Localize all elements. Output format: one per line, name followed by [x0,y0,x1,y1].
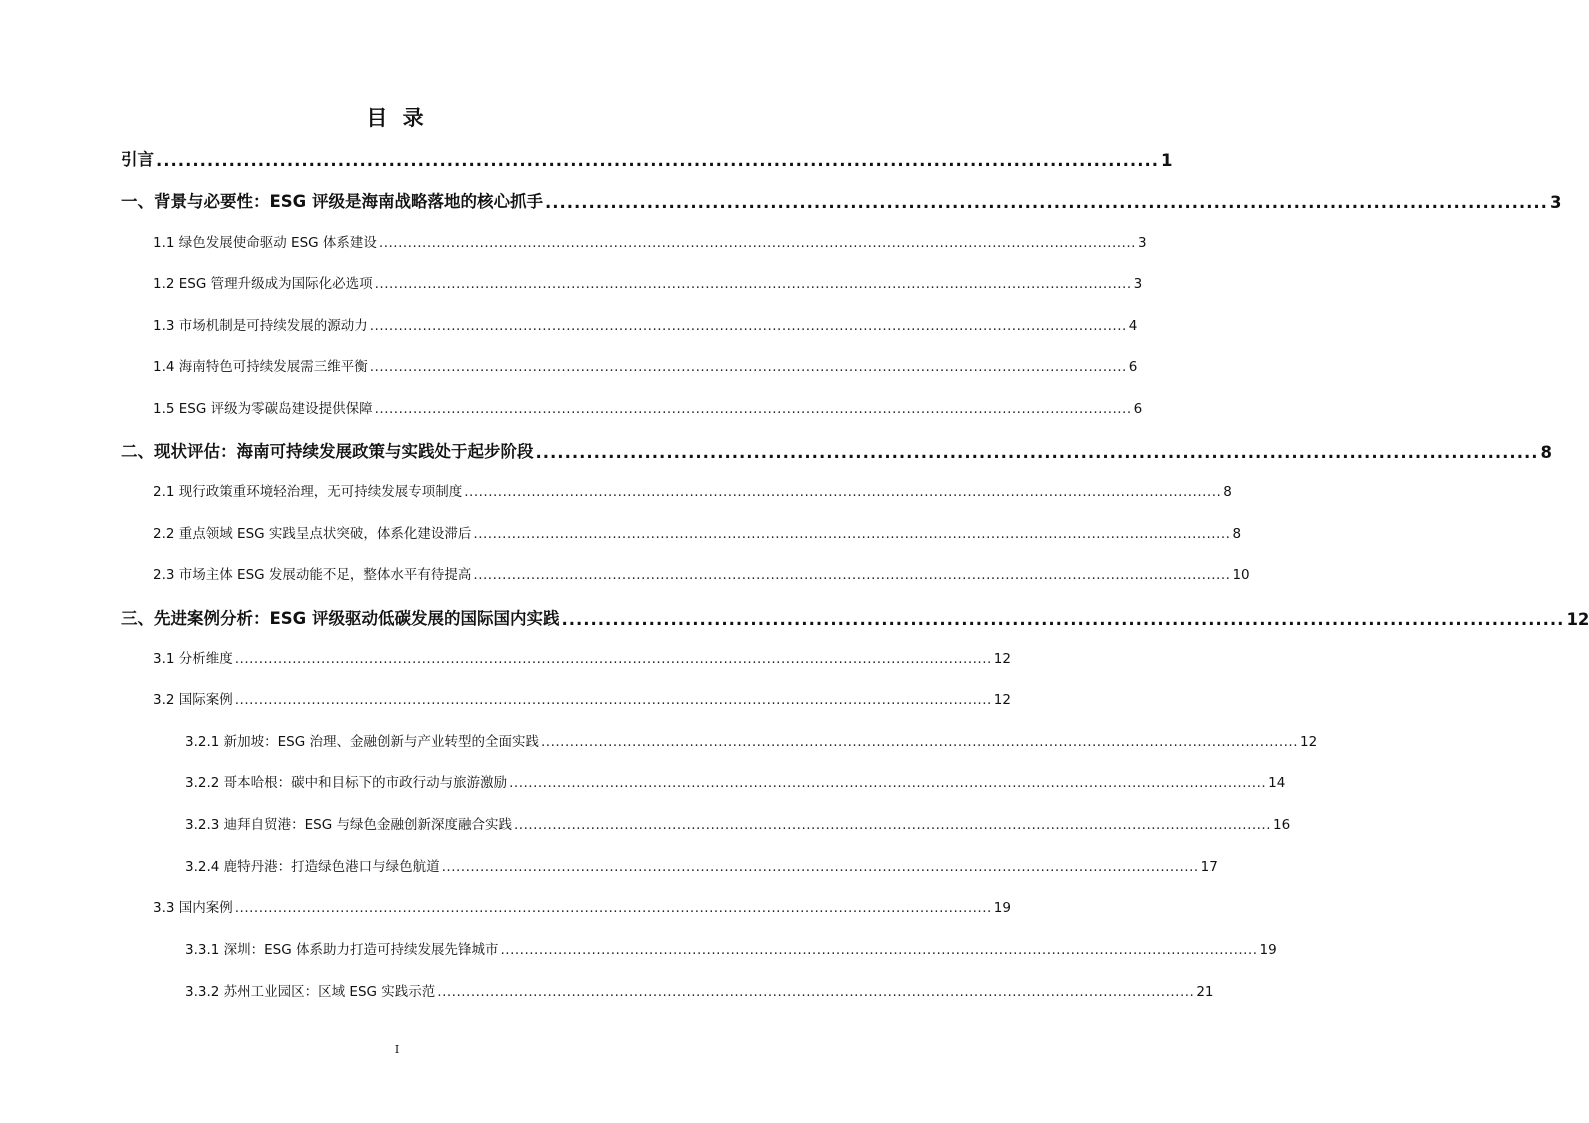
toc-entry-label: 一、背景与必要性：ESG 评级是海南战略落地的核心抓手 [121,192,543,211]
toc-entry-page: 3 [1549,193,1562,212]
toc-entry-label: 2.3 市场主体 ESG 发展动能不足，整体水平有待提高 [153,567,472,583]
dot-leader: .............................................................................................................................................................. [441,859,1199,875]
toc-entry-label: 三、先进案例分析：ESG 评级驱动低碳发展的国际国内实践 [121,609,560,628]
toc-title: 目 录 [366,106,428,130]
toc-entry-label: 二、现状评估：海南可持续发展政策与实践处于起步阶段 [121,442,534,461]
toc-entry-1-1[interactable] [153,233,1147,251]
toc-entry-page: 12 [993,692,1011,708]
toc-entry-page: 21 [1196,984,1214,1000]
toc-entry-label: 1.1 绿色发展使命驱动 ESG 体系建设 [153,235,377,251]
toc-entry-label: 3.2.1 新加坡：ESG 治理、金融创新与产业转型的全面实践 [185,734,539,750]
toc-entry-label: 3.3 国内案例 [153,900,233,916]
dot-leader: .............................................................................................................................................................. [437,984,1195,1000]
toc-entry-1-5[interactable] [153,399,1143,417]
toc-entry-page: 12 [993,651,1011,667]
toc-entry-label: 3.3.2 苏州工业园区：区域 ESG 实践示范 [185,984,436,1000]
toc-entry-3-2[interactable] [153,690,1011,708]
toc-entry-page: 16 [1273,817,1291,833]
toc-entry-1-4[interactable] [153,357,1138,375]
toc-entry-label: 2.2 重点领域 ESG 实践呈点状突破，体系化建设滞后 [153,526,472,542]
dot-leader: .............................................................................................................................................................. [514,817,1272,833]
dot-leader: .......................................................................................................................................... [561,610,1565,629]
toc-entry-page: 12 [1300,734,1318,750]
toc-entry-page: 19 [993,900,1011,916]
toc-entry-2-1[interactable] [153,482,1232,500]
dot-leader: .............................................................................................................................................................. [541,734,1299,750]
toc-entry-label: 3.2.3 迪拜自贸港：ESG 与绿色金融创新深度融合实践 [185,817,512,833]
toc-entry-page: 8 [1223,484,1232,500]
toc-entry-label: 引言 [121,150,154,169]
toc-entry-label: 3.2 国际案例 [153,692,233,708]
page-number: I [394,1043,400,1056]
toc-entry-3-3-2[interactable] [185,982,1214,1000]
toc-entry-intro[interactable] [121,148,1173,170]
toc-entry-page: 8 [1232,526,1242,542]
dot-leader: .............................................................................................................................................................. [374,276,1132,292]
toc-entry-chapter-3[interactable] [121,607,1589,629]
dot-leader: .............................................................................................................................................................. [234,692,992,708]
dot-leader: .......................................................................................................................................... [156,151,1159,170]
toc-entry-3-2-2[interactable] [185,773,1286,791]
toc-entry-page: 10 [1232,567,1250,583]
dot-leader: .............................................................................................................................................................. [234,651,992,667]
toc-entry-label: 1.2 ESG 管理升级成为国际化必选项 [153,276,373,292]
dot-leader: .............................................................................................................................................................. [374,401,1132,417]
toc-entry-page: 4 [1128,318,1138,334]
toc-entry-label: 3.3.1 深圳：ESG 体系助力打造可持续发展先锋城市 [185,942,499,958]
toc-entry-2-2[interactable] [153,524,1242,542]
toc-entry-label: 1.5 ESG 评级为零碳岛建设提供保障 [153,401,373,417]
toc-entry-chapter-2[interactable] [121,440,1552,462]
toc-entry-label: 3.2.4 鹿特丹港：打造绿色港口与绿色航道 [185,859,440,875]
toc-entry-page: 12 [1566,610,1589,629]
toc-entry-3-3[interactable] [153,898,1011,916]
toc-entry-page: 19 [1259,942,1277,958]
toc-entry-2-3[interactable] [153,565,1250,583]
toc-entry-label: 1.4 海南特色可持续发展需三维平衡 [153,359,368,375]
dot-leader: .............................................................................................................................................................. [369,318,1127,334]
toc-entry-page: 17 [1200,859,1218,875]
toc-entry-1-3[interactable] [153,316,1138,334]
toc-entry-label: 2.1 现行政策重环境轻治理，无可持续发展专项制度 [153,484,463,500]
toc-entry-page: 6 [1133,401,1143,417]
toc-entry-page: 1 [1161,151,1173,170]
toc-entry-3-2-3[interactable] [185,815,1291,833]
toc-entry-page: 6 [1128,359,1138,375]
toc-entry-page: 14 [1268,775,1286,791]
toc-entry-label: 1.3 市场机制是可持续发展的源动力 [153,318,368,334]
toc-entry-3-1[interactable] [153,649,1011,667]
toc-entry-page: 3 [1137,235,1147,251]
dot-leader: .............................................................................................................................................................. [369,359,1127,375]
dot-leader: .............................................................................................................................................................. [509,775,1267,791]
dot-leader: .............................................................................................................................................................. [500,942,1258,958]
dot-leader: .......................................................................................................................................... [544,193,1548,212]
dot-leader: .............................................................................................................................................................. [234,900,992,916]
toc-entry-3-2-4[interactable] [185,857,1218,875]
toc-entry-page: 3 [1133,276,1143,292]
toc-entry-label: 3.2.2 哥本哈根：碳中和目标下的市政行动与旅游激励 [185,775,508,791]
toc-entry-label: 3.1 分析维度 [153,651,233,667]
toc-entry-3-2-1[interactable] [185,732,1318,750]
toc-entry-chapter-1[interactable] [121,190,1562,212]
dot-leader: .............................................................................................................................................................. [473,526,1231,542]
dot-leader: .............................................................................................................................................................. [464,484,1222,500]
toc-entry-1-2[interactable] [153,274,1143,292]
dot-leader: .............................................................................................................................................................. [378,235,1136,251]
toc-entry-3-3-1[interactable] [185,940,1277,958]
dot-leader: .............................................................................................................................................................. [473,567,1231,583]
toc-entry-page: 8 [1540,443,1552,462]
dot-leader: .......................................................................................................................................... [535,443,1539,462]
